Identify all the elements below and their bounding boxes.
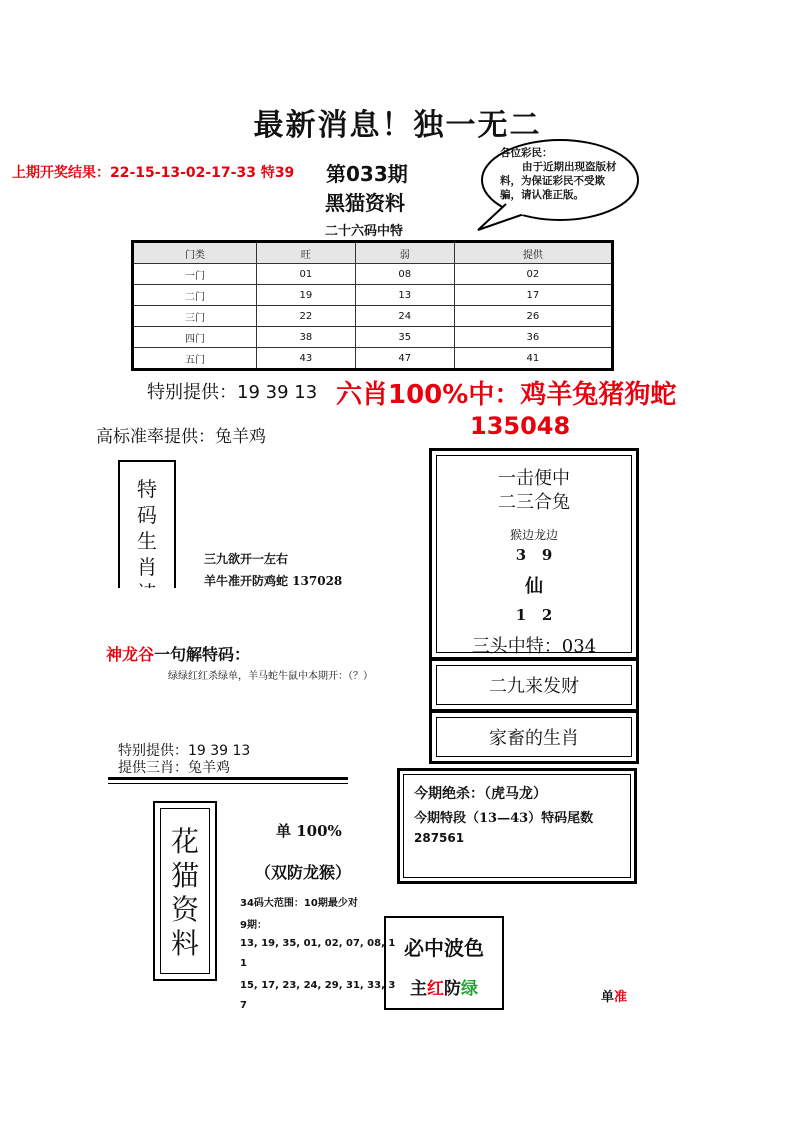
notice-text [500,146,622,202]
table-cell: 22 [257,306,356,327]
yiji-line7: 三头中特：034 [471,636,597,657]
divider-thick [108,777,348,780]
yiji-line3: 猴边龙边 [509,528,558,542]
erjiu-text: 二九来发财 [436,665,632,705]
table-row [133,348,613,370]
table-row [133,327,613,348]
six-zodiac-headline: 六肖100%中：鸡羊兔猪狗蛇 [336,380,677,410]
current-tail-numbers: 287561 [414,831,465,845]
yiji-line5: 仙 [525,576,543,597]
yiji-line1: 一击便中 [498,468,570,489]
jiachu-text: 家畜的生肖 [436,717,632,757]
issue-number: 第033期 [326,162,408,186]
current-segment: 今期特段（13—43）特码尾数 [414,811,594,826]
wave-lv: 绿 [461,979,478,999]
dan-text: 单 [601,990,615,1005]
page-title: 最新消息！独一无二 [253,108,542,143]
zhun-text: 准 [614,990,628,1005]
divider-thin [108,783,348,784]
range-line: 9期： [240,920,267,931]
poem-line2: 羊牛准开防鸡蛇 137028 [204,574,343,588]
dan-100: 单 100% [276,822,342,840]
shuangfang-line: （双防龙猴） [255,863,352,882]
yiji-box [429,448,639,660]
table-subtitle: 二十六码中特 [325,224,404,239]
table-cell: 13 [355,285,454,306]
table-cell: 38 [257,327,356,348]
table-cell: 三门 [133,306,257,327]
table-cell: 五门 [133,348,257,370]
shenlong-rest: 一句解特码： [154,645,251,664]
table-cell: 02 [454,264,612,285]
shenlong-name: 神龙谷 [106,645,155,664]
shenlong-heading [106,642,250,665]
wave-colors [386,974,502,999]
table-header-cell: 提供 [454,242,612,264]
table-cell: 47 [355,348,454,370]
notice-line2: 由于近期出现盗版材料，为保证彩民不受欺骗，请认准正版。 [500,161,617,201]
offer-three-zodiac: 提供三肖：兔羊鸡 [118,760,230,776]
wave-color-box [384,916,504,1010]
jiachu-box [429,710,639,764]
number-table [131,240,614,371]
huamao-title: 花猫资料 [170,825,199,960]
erjiu-box [429,658,639,712]
table-cell: 二门 [133,285,257,306]
current-kill: 今期绝杀：（虎马龙） [414,786,547,802]
source-name: 黑猫资料 [325,191,405,215]
table-header-cell: 旺 [257,242,356,264]
special-offer: 特别提供：19 39 13 [147,382,318,403]
table-header-cell: 弱 [355,242,454,264]
high-accuracy-line: 高标准率提供：兔羊鸡 [96,427,266,447]
last-result-line: 上期开奖结果：22-15-13-02-17-33 特39 [12,165,295,181]
wave-hong: 红 [427,979,444,999]
table-cell: 26 [454,306,612,327]
notice-line1: 各位彩民： [500,147,553,159]
special-offer-2: 特别提供：19 39 13 [118,743,251,759]
table-cell: 19 [257,285,356,306]
range-line: 7 [240,1000,247,1011]
yiji-line2: 二三合兔 [498,492,570,513]
huamao-box [153,801,217,981]
range-line: 34码大范围：10期最少对 [240,898,358,909]
table-row [133,285,613,306]
table-cell: 一门 [133,264,257,285]
table-cell: 35 [355,327,454,348]
huamao-box-inner [160,808,210,974]
table-row [133,306,613,327]
table-cell: 01 [257,264,356,285]
cut-fade [0,588,795,620]
range-line: 13, 19, 35, 01, 02, 07, 08, 1 [240,938,396,949]
table-cell: 43 [257,348,356,370]
table-cell: 41 [454,348,612,370]
six-zodiac-numbers: 135048 [470,412,571,440]
current-issue-box [397,768,637,884]
table-cell: 17 [454,285,612,306]
wave-zhu: 主 [410,979,427,999]
riddle-line: 绿绿红红杀绿单，羊马蛇牛鼠中本期开：（？） [168,671,373,682]
table-cell: 36 [454,327,612,348]
range-line: 15, 17, 23, 24, 29, 31, 33, 3 [240,980,396,991]
table-header-cell: 门类 [133,242,257,264]
yiji-line6: 1 2 [515,606,553,624]
range-line: 1 [240,958,247,969]
poem-vertical-box [118,460,176,590]
table-cell: 08 [355,264,454,285]
current-issue-inner [403,774,631,878]
poem-vertical-title: 特码生肖 [137,477,157,579]
yiji-line4: 3 9 [515,546,553,564]
table-cell: 24 [355,306,454,327]
yiji-box-inner [436,455,632,657]
dan-zhun [601,986,627,1005]
table-cell: 四门 [133,327,257,348]
table-header-row [133,242,613,264]
table-row [133,264,613,285]
wave-title: 必中波色 [404,936,484,960]
poem-line1: 三九欲开一左右 [204,552,289,566]
wave-fang: 防 [444,979,461,999]
